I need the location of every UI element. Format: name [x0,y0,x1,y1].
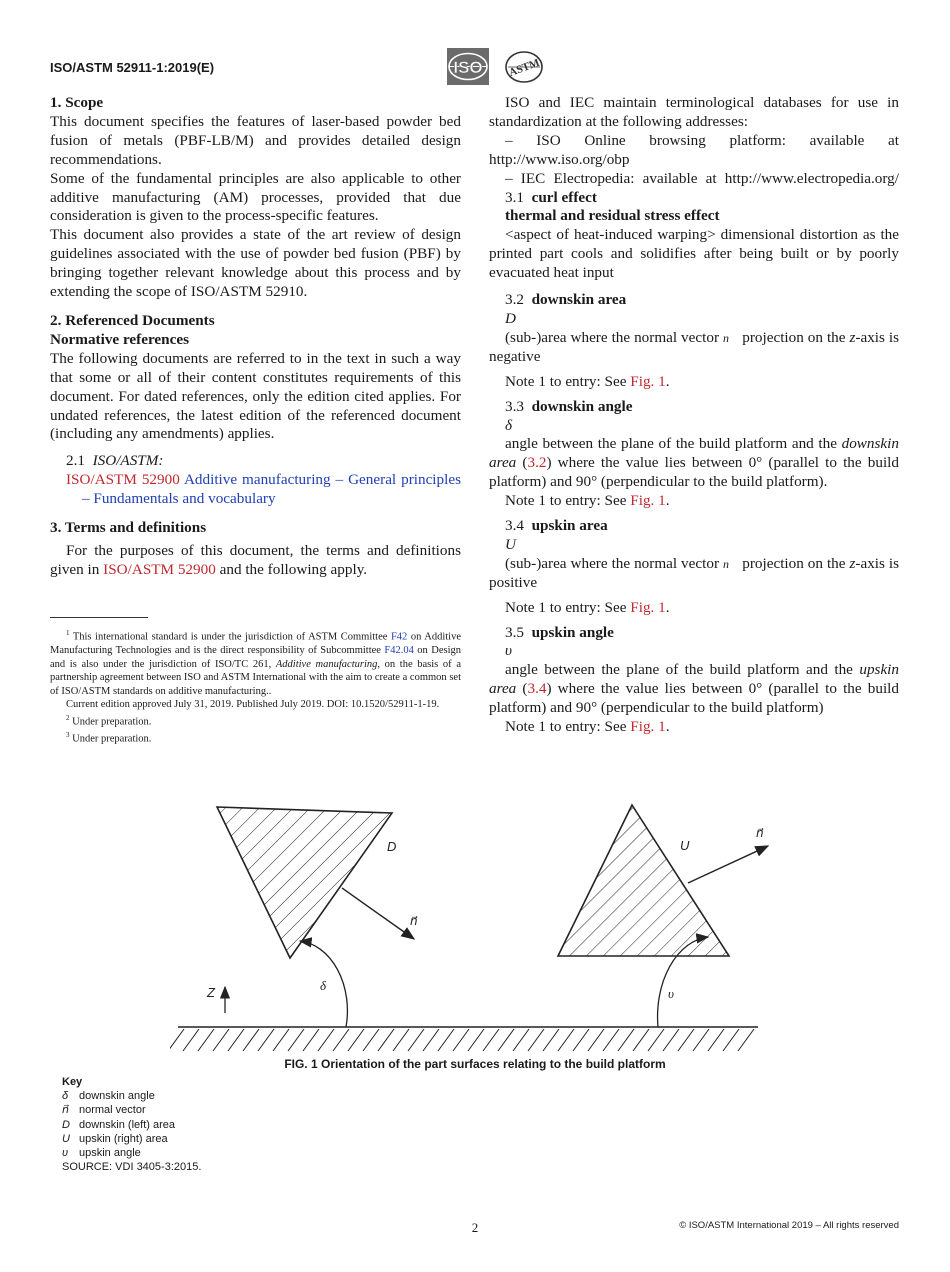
term-3-5-symbol [489,642,899,661]
platform-hatch-line [213,1029,229,1051]
term-3-4-def-b: projection on the [738,554,850,572]
platform-hatch-line [288,1029,304,1051]
term-3-2-note-text: Note 1 to entry: See [505,372,631,390]
iec-electropedia-item: – IEC Electropedia: available at http://www.electropedia.org/ [505,169,899,187]
term-3-5-symbol-text: υ [505,642,512,660]
platform-hatch-line [468,1029,484,1051]
platform-hatch-line [663,1029,679,1051]
term-3-2-def-a: (sub-)area where the normal vector [505,328,723,346]
footnote-2-text: Under preparation. [72,716,152,728]
key-item-symbol: n⃗ [62,1104,69,1117]
term-3-3-def-b: where the value lies between 0° (parallel to the build platform) and 90° (perpendicular to the build platform). [489,454,899,491]
normal-vector-arrow-left [342,888,414,939]
platform-hatch-line [558,1029,574,1051]
reference-code-link[interactable]: ISO/ASTM 52900 [66,471,180,489]
platform-hatch-line [603,1029,619,1051]
platform-hatch-line [408,1029,424,1051]
term-3-3-symbol-text: δ [505,416,513,434]
term-3-4-symbol [489,536,899,555]
astm-logo [504,50,544,84]
key-item-symbol: δ [62,1090,69,1103]
normal-vector-arrow-right [688,846,768,883]
z-axis-label: Z [207,985,215,1000]
platform-hatch-line [618,1029,634,1051]
reference-group-label: ISO/ASTM: [92,452,164,470]
terms-heading: 3. Terms and definitions [50,519,207,537]
footnote-1-text-b: on Additive Manufacturing Technologies and is the direct responsibility of Subcommittee [50,631,462,657]
platform-hatch-line [363,1029,379,1051]
platform-hatch-line [198,1029,214,1051]
term-3-2-def-c: -axis is negative [489,328,900,365]
figure-caption: FIG. 1 Orientation of the part surfaces relating to the build platform [284,1057,666,1071]
term-3-4-ref-link[interactable]: 3.4 [527,680,547,698]
platform-hatch-line [513,1029,529,1051]
key-item [62,1146,201,1160]
downskin-label: D [387,839,397,854]
platform-hatch-line [318,1029,334,1051]
term-3-1-alt: thermal and residual stress effect [505,207,720,225]
terms-paragraph [50,542,461,580]
downskin-triangle [217,807,392,958]
platform-hatch-line [483,1029,499,1051]
key-item-description: upskin angle [79,1147,141,1160]
term-3-5-def-b: where the value lies between 0° (parallel to the build platform) and 90° (perpendicular to the build platform) [489,680,899,717]
references-heading: 2. Referenced Documents [50,311,215,329]
term-3-1-name: curl effect [531,188,597,206]
term-3-1 [489,189,899,208]
term-3-5-number: 3.5 [505,623,524,641]
term-3-3-symbol [489,417,899,436]
iso-logo-text: ISO [453,58,483,77]
platform-hatch-line [633,1029,649,1051]
term-3-1-definition: <aspect of heat-induced warping> dimensional distortion as the printed part cools and solidifies after being built or by poorly evacuated heat input [489,226,899,282]
platform-hatch-line [438,1029,454,1051]
platform-hatch-line [723,1029,739,1051]
platform-hatch-line [273,1029,289,1051]
platform-hatch-line [588,1029,604,1051]
key-item-symbol: U [62,1132,70,1145]
upskin-angle-label: υ [668,986,674,1001]
term-3-2-name: downskin area [531,291,627,309]
scope-paragraph-2: Some of the fundamental principles are also applicable to other additive manufacturing (AM) processes, provided that due consideration is given to the process-specific features. [50,169,461,225]
platform-hatch-line [708,1029,724,1051]
terminology-intro: ISO and IEC maintain terminological databases for use in standardization at the following addresses: [489,94,899,130]
term-3-5 [489,624,899,643]
key-item [62,1118,201,1132]
z-axis-symbol: z [849,328,856,346]
platform-hatch-line [648,1029,664,1051]
committee-f42-link[interactable]: F42 [390,631,408,643]
platform-hatch-line [348,1029,364,1051]
key-item [62,1103,201,1117]
term-3-2-ref-link[interactable]: 3.2 [527,454,547,472]
key-item-description: normal vector [79,1104,146,1117]
footnote-edition: Current edition approved July 31, 2019. Published July 2019. DOI: 10.1520/52911-1-19. [66,699,440,711]
term-3-5-name: upskin angle [531,623,614,641]
term-3-3-number: 3.3 [505,397,524,415]
reference-entry [50,471,461,509]
references-paragraph: The following documents are referred to in the text in such a way that some or all of their content constitutes requirements of this document. For dated references, only the edition cited applies. For undated references, the latest edition of the referenced document (including any amendments) applies. [50,349,461,443]
platform-hatch-line [333,1029,349,1051]
key-item [62,1089,201,1103]
platform-hatch-line [423,1029,439,1051]
term-3-4-number: 3.4 [505,517,524,535]
term-3-4-definition [489,555,899,593]
term-3-4-def-a: (sub-)area where the normal vector [505,554,723,572]
term-3-3-note-text: Note 1 to entry: See [505,492,631,510]
term-3-2-symbol [489,310,899,329]
term-3-5-def-a: angle between the plane of the build platform and the [505,661,860,679]
platform-hatch-line [738,1029,754,1051]
term-3-3-definition: angle between the plane of the build platform and the downskin area (3.2) where the value lies between 0° (parallel to the build platform) and 90° (perpendicular to the build platform). [489,435,899,491]
footnote-1-italic: Additive manufacturing [275,658,378,670]
term-3-2 [489,291,899,310]
upskin-triangle [558,805,729,956]
reference-title-link[interactable]: Additive manufacturing – General principles – Fundamentals and vocabulary [82,471,461,508]
normal-vector-symbol: n⃗ [722,330,739,345]
subcommittee-f4204-link[interactable]: F42.04 [384,645,414,657]
platform-hatch-line [678,1029,694,1051]
figure-key [62,1075,201,1174]
platform-hatch-line [243,1029,259,1051]
z-axis-symbol-2: z [849,554,856,572]
term-3-2-figure-link[interactable]: Fig. 1 [630,372,666,390]
term-3-4-def-c: -axis is positive [489,554,900,591]
key-item-description: upskin (right) area [79,1132,168,1145]
term-3-4 [489,517,899,536]
footnote-1-mark: 1 [66,629,70,637]
term-3-3-name: downskin angle [531,397,633,415]
term-3-5-definition: angle between the plane of the build platform and the upskin area (3.4) where the value lies between 0° (parallel to the build platform) and 90° (perpendicular to the build platform) [489,661,899,717]
term-3-4-name: upskin area [531,517,608,535]
iso-logo [447,48,489,85]
footnote-1-text-d: , on the basis of a partnership agreement between ISO and ASTM International with the aim to create a common set of ISO/ASTM standards on additive manufacturing.. [50,658,461,697]
platform-hatch-line [183,1029,199,1051]
astm-logo-text: ASTM [507,56,542,80]
reference-group [50,452,461,471]
left-column [50,94,461,580]
terms-paragraph-text-b: and the following apply. [215,560,368,578]
platform-hatch-line [528,1029,544,1051]
key-item-symbol: υ [62,1147,69,1160]
term-3-2-number: 3.2 [505,291,524,309]
term-3-3-figure-link[interactable]: Fig. 1 [630,492,666,510]
footnote-3-text: Under preparation. [72,733,152,745]
term-3-4-symbol-text: U [505,535,516,553]
footnote-1-text-c: on Design and is also under the jurisdiction of ISO/TC 261, [50,645,461,670]
term-3-2-definition [489,329,899,367]
key-title: Key [62,1076,83,1088]
platform-hatch-line [393,1029,409,1051]
normal-vector-label-right: n⃗ [756,826,764,840]
normal-vector-label-left: n⃗ [410,914,418,928]
term-3-2-symbol-text: D [505,309,516,327]
platform-hatch-line [228,1029,244,1051]
term-3-4-figure-link[interactable]: Fig. 1 [630,598,666,616]
footnotes [50,627,461,746]
upskin-label: U [680,838,690,853]
key-item-description: downskin (left) area [79,1118,175,1131]
platform-hatch-line [543,1029,559,1051]
scope-paragraph-3: This document also provides a state of the art review of design guidelines associated with the use of powder bed fusion (PBF) by bringing together relevant knowledge about this process and by extending the scope of ISO/ASTM 52910. [50,226,461,301]
platform-hatch-line [693,1029,709,1051]
downskin-angle-label: δ [320,978,327,993]
platform-hatch-line [498,1029,514,1051]
footnote-divider [50,617,148,618]
term-3-4-note: Note 1 to entry: See Fig. 1. [505,598,670,616]
normative-references-subheading: Normative references [50,330,190,348]
document-id: ISO/ASTM 52911-1:2019(E) [50,60,215,75]
iso-obp-item: – ISO Online browsing platform: available at http://www.iso.org/obp [489,131,899,168]
term-3-3 [489,398,899,417]
page-number: 2 [471,1220,479,1235]
normal-vector-symbol-2: n⃗ [722,556,739,571]
figure-1-drawing [170,795,770,1057]
build-platform-hatching [170,1029,754,1051]
term-3-5-note-text: Note 1 to entry: See [505,718,631,736]
footnote-2 [50,712,461,729]
footnote-1 [50,627,461,698]
terms-paragraph-text-a: For the purposes of this document, the terms and definitions given in [50,541,461,578]
footnote-2-mark: 2 [66,714,70,723]
key-item-symbol: D [62,1118,70,1131]
terms-reference-link[interactable]: ISO/ASTM 52900 [103,560,216,578]
platform-hatch-line [170,1029,184,1051]
term-3-4-note-text: Note 1 to entry: See [505,598,631,616]
term-3-5-figure-link[interactable]: Fig. 1 [630,718,666,736]
term-3-2-def-b: projection on the [738,328,850,346]
key-item [62,1132,201,1146]
platform-hatch-line [258,1029,274,1051]
right-column [489,94,899,737]
term-3-2-note: Note 1 to entry: See Fig. 1. [505,372,670,390]
term-3-5-note: Note 1 to entry: See Fig. 1. [505,718,670,736]
key-item-description: downskin angle [79,1090,155,1103]
footnote-1-text-a: This international standard is under the jurisdiction of ASTM Committee [72,631,391,643]
footnote-3-mark: 3 [66,731,70,740]
platform-hatch-line [378,1029,394,1051]
term-3-3-def-italic: downskin area [489,435,899,472]
footnote-3 [50,729,461,746]
term-3-3-def-a: angle between the plane of the build platform and the [505,435,842,453]
figure-1 [170,795,770,1057]
platform-hatch-line [303,1029,319,1051]
platform-hatch-line [573,1029,589,1051]
scope-heading: 1. Scope [50,94,104,111]
key-source: SOURCE: VDI 3405-3:2015. [62,1161,202,1174]
reference-number: 2.1 [66,452,85,470]
copyright-notice: © ISO/ASTM International 2019 – All rights reserved [679,1220,899,1231]
platform-hatch-line [453,1029,469,1051]
term-3-1-number: 3.1 [505,188,524,206]
key-list [62,1089,201,1160]
term-3-5-def-italic: upskin area [489,661,899,698]
scope-paragraph-1: This document specifies the features of laser-based powder bed fusion of metals (PBF-LB/M) and provides detailed design recommendations. [50,112,461,168]
term-3-3-note: Note 1 to entry: See Fig. 1. [505,492,670,510]
